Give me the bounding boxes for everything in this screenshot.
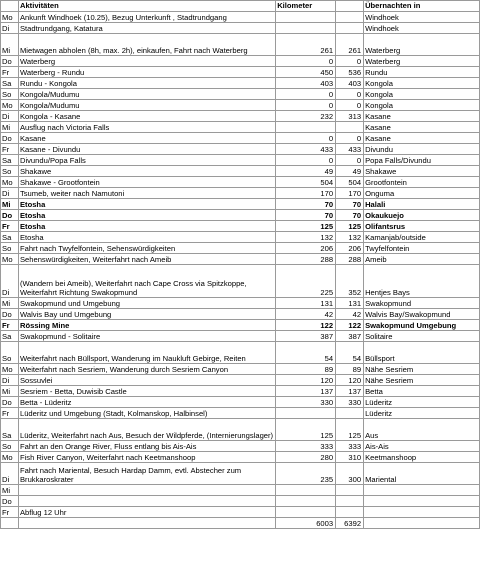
activity-cell[interactable]: Walvis Bay und Umgebung [18, 309, 275, 320]
kilometer-cell[interactable]: 42 [276, 309, 336, 320]
table-row [1, 298, 480, 309]
activity-cell[interactable]: Lüderitz und Umgebung (Stadt, Kolmanskop, Halbinsel) [18, 408, 275, 419]
table-row [1, 56, 480, 67]
overnight-cell[interactable]: Lüderitz [364, 408, 480, 419]
day-cell[interactable]: Mi [1, 199, 19, 210]
day-cell[interactable]: So [1, 243, 19, 254]
activity-cell[interactable]: Swakopmund und Umgebung [18, 298, 275, 309]
table-row [1, 342, 480, 364]
kilometer-cell[interactable] [276, 485, 336, 496]
activity-cell[interactable]: Fahrt nach Twyfelfontein, Sehenswürdigkeiten [18, 243, 275, 254]
overnight-cell[interactable]: Grootfontein [364, 177, 480, 188]
cumulative-cell[interactable]: 132 [336, 232, 364, 243]
table-row [1, 254, 480, 265]
kilometer-cell[interactable] [276, 507, 336, 518]
cumulative-cell[interactable]: 0 [336, 56, 364, 67]
kilometer-cell[interactable] [276, 122, 336, 133]
cumulative-cell[interactable]: 300 [336, 463, 364, 485]
kilometer-cell[interactable]: 235 [276, 463, 336, 485]
activity-cell[interactable]: Shakawe - Grootfontein [18, 177, 275, 188]
header-activities[interactable]: Aktivitäten [18, 1, 275, 12]
kilometer-cell[interactable]: 0 [276, 133, 336, 144]
table-row [1, 12, 480, 23]
cumulative-cell[interactable]: 131 [336, 298, 364, 309]
header-kilometer[interactable]: Kilometer [276, 1, 336, 12]
cumulative-cell[interactable]: 387 [336, 331, 364, 342]
table-row [1, 441, 480, 452]
overnight-cell[interactable]: Betta [364, 386, 480, 397]
activity-cell[interactable]: Sehenswürdigkeiten, Weiterfahrt nach Ameib [18, 254, 275, 265]
day-cell[interactable]: Di [1, 111, 19, 122]
header-row [1, 1, 480, 12]
activity-cell[interactable]: Mietwagen abholen (8h, max. 2h), einkaufen, Fahrt nach Waterberg [18, 34, 275, 56]
kilometer-cell[interactable]: 387 [276, 331, 336, 342]
overnight-cell[interactable]: Ameib [364, 254, 480, 265]
overnight-cell[interactable]: Shakawe [364, 166, 480, 177]
table-row [1, 309, 480, 320]
kilometer-cell[interactable]: 261 [276, 34, 336, 56]
header-cumulative[interactable] [336, 1, 364, 12]
day-cell[interactable]: Do [1, 496, 19, 507]
cumulative-cell[interactable]: 0 [336, 133, 364, 144]
table-row [1, 419, 480, 441]
kilometer-cell[interactable]: 125 [276, 419, 336, 441]
activity-cell[interactable]: Waterberg - Rundu [18, 67, 275, 78]
day-cell[interactable]: Fr [1, 507, 19, 518]
day-cell[interactable]: Mo [1, 254, 19, 265]
table-row [1, 496, 480, 507]
overnight-cell[interactable]: Kongola [364, 78, 480, 89]
table-row [1, 507, 480, 518]
overnight-cell[interactable]: Popa Falls/Divundu [364, 155, 480, 166]
cumulative-cell[interactable]: 0 [336, 89, 364, 100]
activity-cell[interactable]: Lüderitz, Weiterfahrt nach Aus, Besuch der Wildpferde, (Internierungslager) [18, 419, 275, 441]
overnight-cell[interactable]: Waterberg [364, 56, 480, 67]
itinerary-rows [1, 12, 480, 518]
overnight-cell[interactable] [364, 496, 480, 507]
activity-cell[interactable] [18, 496, 275, 507]
day-cell[interactable]: Do [1, 133, 19, 144]
activity-cell[interactable]: Etosha [18, 221, 275, 232]
kilometer-cell[interactable]: 132 [276, 232, 336, 243]
cumulative-cell[interactable]: 261 [336, 34, 364, 56]
total-cumulative[interactable]: 6392 [336, 518, 364, 529]
kilometer-cell[interactable] [276, 496, 336, 507]
day-cell[interactable]: So [1, 166, 19, 177]
kilometer-cell[interactable] [276, 408, 336, 419]
overnight-cell[interactable]: Lüderitz [364, 397, 480, 408]
day-cell[interactable]: Do [1, 309, 19, 320]
cumulative-cell[interactable]: 70 [336, 199, 364, 210]
day-cell[interactable]: Do [1, 397, 19, 408]
cumulative-cell[interactable] [336, 12, 364, 23]
table-row [1, 199, 480, 210]
kilometer-cell[interactable]: 433 [276, 144, 336, 155]
day-cell[interactable]: So [1, 89, 19, 100]
activity-cell[interactable]: Abflug 12 Uhr [18, 507, 275, 518]
overnight-cell[interactable] [364, 507, 480, 518]
cumulative-cell[interactable] [336, 507, 364, 518]
day-cell[interactable]: Fr [1, 320, 19, 331]
cumulative-cell[interactable]: 206 [336, 243, 364, 254]
activity-cell[interactable]: Rundu - Kongola [18, 78, 275, 89]
activity-cell[interactable]: Kongola/Mudumu [18, 100, 275, 111]
day-cell[interactable]: Mo [1, 364, 19, 375]
kilometer-cell[interactable]: 49 [276, 166, 336, 177]
totals-activity-cell[interactable] [18, 518, 275, 529]
table-row [1, 23, 480, 34]
overnight-cell[interactable]: Waterberg [364, 34, 480, 56]
overnight-cell[interactable]: Swakopmund [364, 298, 480, 309]
kilometer-cell[interactable]: 125 [276, 221, 336, 232]
overnight-cell[interactable]: Aus [364, 419, 480, 441]
activity-cell[interactable]: (Wandern bei Ameib), Weiterfahrt nach Cape Cross via Spitzkoppe, Weiterfahrt Richtung Swakopmund [18, 265, 275, 298]
header-day[interactable] [1, 1, 19, 12]
cumulative-cell[interactable]: 49 [336, 166, 364, 177]
kilometer-cell[interactable]: 288 [276, 254, 336, 265]
table-row [1, 265, 480, 298]
table-row [1, 485, 480, 496]
day-cell[interactable]: Mo [1, 100, 19, 111]
kilometer-cell[interactable]: 504 [276, 177, 336, 188]
cumulative-cell[interactable]: 433 [336, 144, 364, 155]
overnight-cell[interactable]: Olifantsrus [364, 221, 480, 232]
cumulative-cell[interactable]: 313 [336, 111, 364, 122]
day-cell[interactable]: Fr [1, 408, 19, 419]
table-row [1, 100, 480, 111]
activity-cell[interactable]: Betta - Lüderitz [18, 397, 275, 408]
activity-cell[interactable] [18, 485, 275, 496]
day-cell[interactable]: Sa [1, 78, 19, 89]
kilometer-cell[interactable]: 170 [276, 188, 336, 199]
kilometer-cell[interactable]: 0 [276, 89, 336, 100]
overnight-cell[interactable]: Onguma [364, 188, 480, 199]
table-row [1, 375, 480, 386]
activity-cell[interactable]: Weiterfahrt nach Sesriem, Wanderung durch Sesriem Canyon [18, 364, 275, 375]
overnight-cell[interactable]: Kongola [364, 89, 480, 100]
table-row [1, 155, 480, 166]
kilometer-cell[interactable] [276, 23, 336, 34]
overnight-cell[interactable]: Divundu [364, 144, 480, 155]
activity-cell[interactable]: Fish River Canyon, Weiterfahrt nach Keetmanshoop [18, 452, 275, 463]
day-cell[interactable]: Mi [1, 298, 19, 309]
cumulative-cell[interactable]: 352 [336, 265, 364, 298]
overnight-cell[interactable]: Nähe Sesriem [364, 375, 480, 386]
overnight-cell[interactable]: Kasane [364, 133, 480, 144]
activity-cell[interactable]: Swakopmund - Solitaire [18, 331, 275, 342]
table-row [1, 210, 480, 221]
kilometer-cell[interactable]: 70 [276, 199, 336, 210]
day-cell[interactable]: Fr [1, 144, 19, 155]
activity-cell[interactable]: Etosha [18, 199, 275, 210]
activity-cell[interactable]: Etosha [18, 210, 275, 221]
activity-cell[interactable]: Shakawe [18, 166, 275, 177]
table-row [1, 133, 480, 144]
kilometer-cell[interactable]: 280 [276, 452, 336, 463]
totals-day-cell[interactable] [1, 518, 19, 529]
table-row [1, 331, 480, 342]
table-row [1, 221, 480, 232]
table-row [1, 122, 480, 133]
table-row [1, 78, 480, 89]
cumulative-cell[interactable]: 120 [336, 375, 364, 386]
table-row [1, 364, 480, 375]
kilometer-cell[interactable]: 225 [276, 265, 336, 298]
table-row [1, 144, 480, 155]
table-row [1, 166, 480, 177]
kilometer-cell[interactable]: 122 [276, 320, 336, 331]
overnight-cell[interactable]: Swakopmund Umgebung [364, 320, 480, 331]
kilometer-cell[interactable]: 450 [276, 67, 336, 78]
activity-cell[interactable]: Divundu/Popa Falls [18, 155, 275, 166]
kilometer-cell[interactable]: 137 [276, 386, 336, 397]
day-cell[interactable]: Do [1, 210, 19, 221]
overnight-cell[interactable]: Ais-Ais [364, 441, 480, 452]
table-row [1, 111, 480, 122]
overnight-cell[interactable]: Büllsport [364, 342, 480, 364]
table-row [1, 232, 480, 243]
table-row [1, 188, 480, 199]
activity-cell[interactable]: Sossuvlei [18, 375, 275, 386]
overnight-cell[interactable]: Okaukuejo [364, 210, 480, 221]
cumulative-cell[interactable]: 54 [336, 342, 364, 364]
day-cell[interactable]: Mi [1, 122, 19, 133]
overnight-cell[interactable]: Solitaire [364, 331, 480, 342]
cumulative-cell[interactable]: 310 [336, 452, 364, 463]
activity-cell[interactable]: Sesriem - Betta, Duwisib Castle [18, 386, 275, 397]
overnight-cell[interactable]: Windhoek [364, 12, 480, 23]
overnight-cell[interactable]: Hentjes Bays [364, 265, 480, 298]
day-cell[interactable]: Fr [1, 67, 19, 78]
activity-cell[interactable]: Ankunft Windhoek (10.25), Bezug Unterkunft , Stadtrundgang [18, 12, 275, 23]
cumulative-cell[interactable]: 70 [336, 210, 364, 221]
day-cell[interactable]: Di [1, 23, 19, 34]
day-cell[interactable]: Mi [1, 34, 19, 56]
kilometer-cell[interactable]: 0 [276, 100, 336, 111]
cumulative-cell[interactable]: 0 [336, 155, 364, 166]
activity-cell[interactable]: Ausflug nach Victoria Falls [18, 122, 275, 133]
activity-cell[interactable]: Kongola - Kasane [18, 111, 275, 122]
cumulative-cell[interactable]: 504 [336, 177, 364, 188]
day-cell[interactable]: Mi [1, 386, 19, 397]
activity-cell[interactable]: Kongola/Mudumu [18, 89, 275, 100]
cumulative-cell[interactable]: 330 [336, 397, 364, 408]
table-row [1, 89, 480, 100]
day-cell[interactable]: Sa [1, 155, 19, 166]
kilometer-cell[interactable]: 70 [276, 210, 336, 221]
overnight-cell[interactable]: Kamanjab/outside [364, 232, 480, 243]
table-row [1, 397, 480, 408]
total-kilometer[interactable]: 6003 [276, 518, 336, 529]
overnight-cell[interactable]: Rundu [364, 67, 480, 78]
activity-cell[interactable]: Fahrt an den Orange River, Fluss entlang bis Ais-Ais [18, 441, 275, 452]
cumulative-cell[interactable]: 122 [336, 320, 364, 331]
day-cell[interactable]: Di [1, 463, 19, 485]
kilometer-cell[interactable]: 232 [276, 111, 336, 122]
cumulative-cell[interactable] [336, 122, 364, 133]
day-cell[interactable]: Mo [1, 452, 19, 463]
kilometer-cell[interactable]: 0 [276, 56, 336, 67]
kilometer-cell[interactable]: 333 [276, 441, 336, 452]
overnight-cell[interactable]: Twyfelfontein [364, 243, 480, 254]
overnight-cell[interactable] [364, 485, 480, 496]
table-row [1, 452, 480, 463]
day-cell[interactable]: Sa [1, 419, 19, 441]
kilometer-cell[interactable]: 89 [276, 364, 336, 375]
table-row [1, 34, 480, 56]
day-cell[interactable]: Di [1, 188, 19, 199]
table-row [1, 177, 480, 188]
cumulative-cell[interactable]: 333 [336, 441, 364, 452]
kilometer-cell[interactable]: 131 [276, 298, 336, 309]
activity-cell[interactable]: Stadtrundgang, Katatura [18, 23, 275, 34]
cumulative-cell[interactable]: 125 [336, 221, 364, 232]
kilometer-cell[interactable]: 120 [276, 375, 336, 386]
day-cell[interactable]: Di [1, 265, 19, 298]
day-cell[interactable]: Di [1, 375, 19, 386]
cumulative-cell[interactable] [336, 485, 364, 496]
table-row [1, 463, 480, 485]
cumulative-cell[interactable]: 0 [336, 100, 364, 111]
day-cell[interactable]: Do [1, 56, 19, 67]
overnight-cell[interactable]: Halali [364, 199, 480, 210]
overnight-cell[interactable]: Kongola [364, 100, 480, 111]
activity-cell[interactable]: Rössing Mine [18, 320, 275, 331]
kilometer-cell[interactable]: 330 [276, 397, 336, 408]
day-cell[interactable]: Mo [1, 12, 19, 23]
totals-overnight-cell[interactable] [364, 518, 480, 529]
kilometer-cell[interactable]: 403 [276, 78, 336, 89]
table-row [1, 243, 480, 254]
totals-row [1, 518, 480, 529]
cumulative-cell[interactable]: 125 [336, 419, 364, 441]
kilometer-cell[interactable]: 206 [276, 243, 336, 254]
overnight-cell[interactable]: Walvis Bay/Swakopmund [364, 309, 480, 320]
activity-cell[interactable]: Kasane [18, 133, 275, 144]
overnight-cell[interactable]: Keetmanshoop [364, 452, 480, 463]
cumulative-cell[interactable]: 403 [336, 78, 364, 89]
day-cell[interactable]: So [1, 441, 19, 452]
overnight-cell[interactable]: Windhoek [364, 23, 480, 34]
table-row [1, 67, 480, 78]
overnight-cell[interactable]: Kasane [364, 111, 480, 122]
cumulative-cell[interactable] [336, 23, 364, 34]
activity-cell[interactable]: Kasane - Divundu [18, 144, 275, 155]
day-cell[interactable]: Mi [1, 485, 19, 496]
activity-cell[interactable]: Weiterfahrt nach Büllsport, Wanderung im Naukluft Gebirge, Reiten [18, 342, 275, 364]
cumulative-cell[interactable] [336, 496, 364, 507]
day-cell[interactable]: Fr [1, 221, 19, 232]
overnight-cell[interactable]: Kasane [364, 122, 480, 133]
cumulative-cell[interactable] [336, 408, 364, 419]
header-overnight[interactable]: Übernachten in [364, 1, 480, 12]
table-row [1, 408, 480, 419]
day-cell[interactable]: Mo [1, 177, 19, 188]
activity-cell[interactable]: Fahrt nach Mariental, Besuch Hardap Damm, evtl. Abstecher zum Brukkaroskrater [18, 463, 275, 485]
day-cell[interactable]: So [1, 342, 19, 364]
cumulative-cell[interactable]: 170 [336, 188, 364, 199]
day-cell[interactable]: Sa [1, 331, 19, 342]
overnight-cell[interactable]: Mariental [364, 463, 480, 485]
cumulative-cell[interactable]: 536 [336, 67, 364, 78]
table-row [1, 320, 480, 331]
overnight-cell[interactable]: Nähe Sesriem [364, 364, 480, 375]
kilometer-cell[interactable]: 0 [276, 155, 336, 166]
cumulative-cell[interactable]: 89 [336, 364, 364, 375]
day-cell[interactable]: Sa [1, 232, 19, 243]
activity-cell[interactable]: Waterberg [18, 56, 275, 67]
table-row [1, 386, 480, 397]
kilometer-cell[interactable]: 54 [276, 342, 336, 364]
kilometer-cell[interactable] [276, 12, 336, 23]
cumulative-cell[interactable]: 42 [336, 309, 364, 320]
activity-cell[interactable]: Etosha [18, 232, 275, 243]
cumulative-cell[interactable]: 137 [336, 386, 364, 397]
cumulative-cell[interactable]: 288 [336, 254, 364, 265]
activity-cell[interactable]: Tsumeb, weiter nach Namutoni [18, 188, 275, 199]
